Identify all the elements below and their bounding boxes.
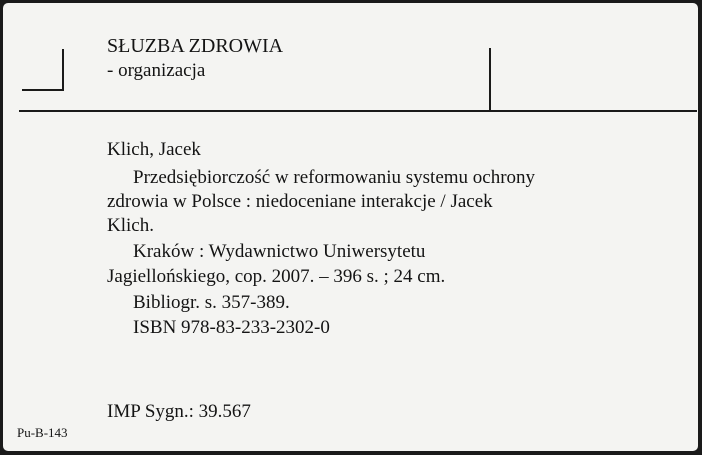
title-line: Klich. bbox=[107, 215, 154, 236]
subject-subdivision: - organizacja bbox=[107, 60, 206, 81]
title-line: Przedsiębiorczość w reformowaniu systemu ochrony bbox=[133, 167, 536, 188]
heading-divider-vertical bbox=[489, 48, 491, 110]
publication-line: Kraków : Wydawnictwo Uniwersytetu bbox=[133, 241, 426, 262]
card-code: Pu-B-143 bbox=[17, 425, 68, 440]
bibliography-note: Bibliogr. s. 357-389. bbox=[133, 292, 290, 313]
heading-rule bbox=[19, 110, 697, 112]
author-line: Klich, Jacek bbox=[107, 139, 201, 160]
call-number: IMP Sygn.: 39.567 bbox=[107, 401, 251, 422]
subject-heading: SŁUZBA ZDROWIA bbox=[107, 35, 284, 57]
title-line: zdrowia w Polsce : niedoceniane interakcje / Jacek bbox=[107, 191, 493, 212]
catalog-card bbox=[3, 3, 698, 451]
corner-bracket-vertical bbox=[62, 49, 64, 91]
corner-bracket-horizontal bbox=[22, 89, 64, 91]
isbn-line: ISBN 978-83-233-2302-0 bbox=[133, 317, 330, 338]
publication-line: Jagiellońskiego, cop. 2007. – 396 s. ; 24 cm. bbox=[107, 266, 446, 287]
